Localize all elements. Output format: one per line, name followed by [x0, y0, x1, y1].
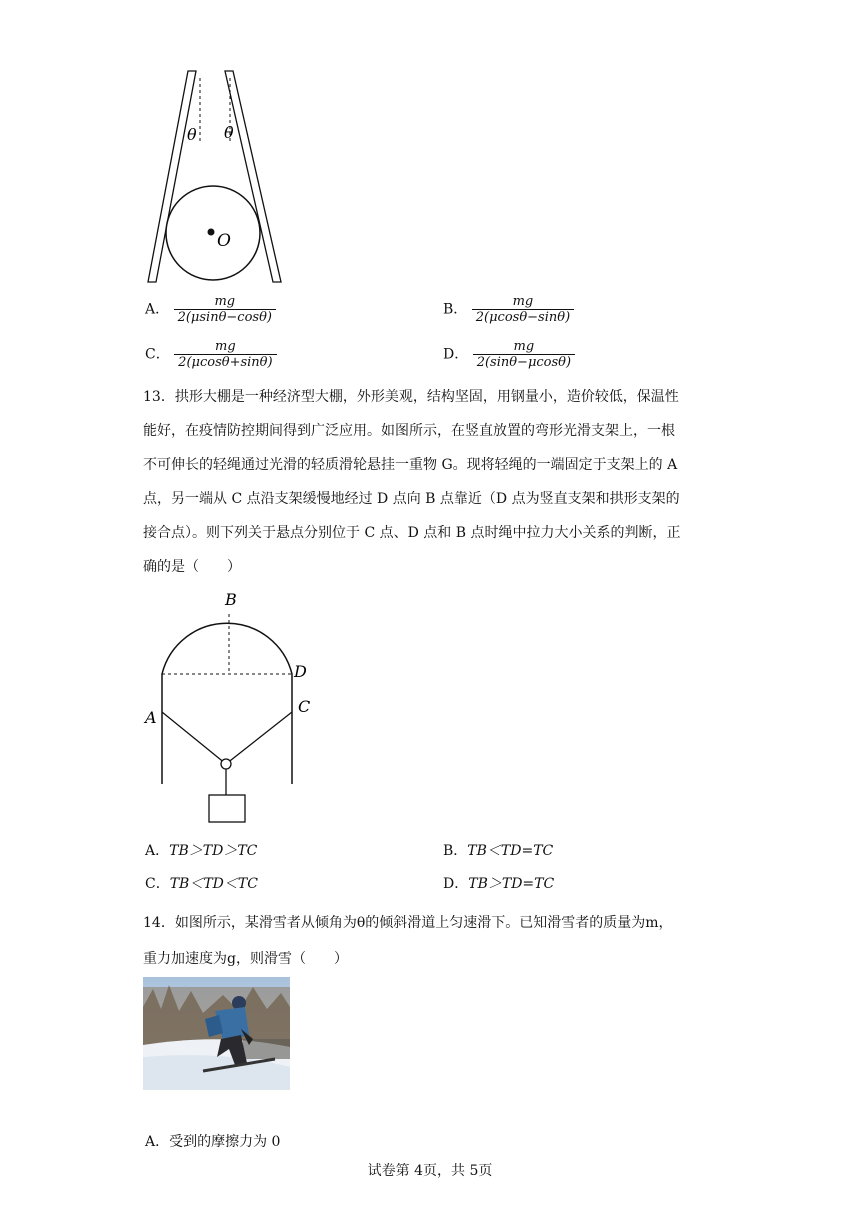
q13-option-d: D．TB＞TD=TC [443, 876, 555, 892]
q13-option-a: A．TB＞TD＞TC [145, 843, 258, 859]
q13-option-c: C．TB＜TD＜TC [145, 876, 258, 892]
fraction: $\frac{mg}{2(\sin\theta-\mu\cos\theta)}$ [473, 339, 575, 370]
q12-option-c: C． $\frac{mg}{2(\mu\cos\theta+\sin\theta)}$ [145, 339, 277, 370]
label-a: A [145, 708, 157, 727]
q14-stem: 14．如图所示，某滑雪者从倾角为θ的倾斜滑道上匀速滑下。已知滑雪者的质量为m， 重力加速度为g，则滑雪（ ） [143, 915, 673, 967]
q13-option-b: B．TB＜TD=TC [443, 843, 554, 859]
label-o: O [217, 231, 231, 251]
fraction: $\frac{mg}{2(\mu\cos\theta+\sin\theta)}$ [174, 339, 276, 370]
center-dot [208, 229, 215, 236]
q12-option-a: A． $\frac{mg}{2(\mu\sin\theta-\cos\theta)}$ [145, 294, 276, 325]
q12-option-d: D． $\frac{mg}{2(\sin\theta-\mu\cos\theta)}$ [443, 339, 575, 370]
q14-option-a: A．受到的摩擦力为 0 [145, 1134, 281, 1150]
label-c: C [298, 697, 311, 716]
weight-g [209, 795, 245, 822]
label-d: D [294, 662, 307, 681]
label-theta-right: θ [224, 123, 234, 142]
q13-stem: 13．拱形大棚是一种经济型大棚，外形美观，结构坚固，用钢量小，造价较低，保温性 能好，在疫情防控期间得到广泛应用。如图所示，在竖直放置的弯形光滑支架上，一根 不可伸长的轻绳通过光滑的轻质滑轮悬挂一重物 G。现将轻绳的一端固定于支架上的 A 点，另一端从 C 点沿支架缓慢地经过 D 点向 B 点靠近（D 点为竖直支架和拱形支架的 接合点）。则下列关于悬点分别位于 C 点、D 点和 B 点时绳中拉力大小关系的判断，正 确的是（ ） [143, 389, 681, 575]
pulley [221, 759, 231, 769]
q12-figure [140, 66, 290, 288]
label-b: B [225, 590, 237, 609]
q13-figure [140, 588, 330, 828]
rope-left [162, 712, 226, 764]
rope-right [226, 712, 292, 764]
fraction: $\frac{mg}{2(\mu\sin\theta-\cos\theta)}$ [174, 294, 276, 325]
skier-photo [143, 977, 290, 1090]
q12-option-b: B． $\frac{mg}{2(\mu\cos\theta-\sin\theta)}$ [443, 294, 574, 325]
page-footer: 试卷第 4页，共 5页 [367, 1163, 493, 1179]
fraction: $\frac{mg}{2(\mu\cos\theta-\sin\theta)}$ [472, 294, 574, 325]
label-theta-left: θ [187, 125, 197, 144]
